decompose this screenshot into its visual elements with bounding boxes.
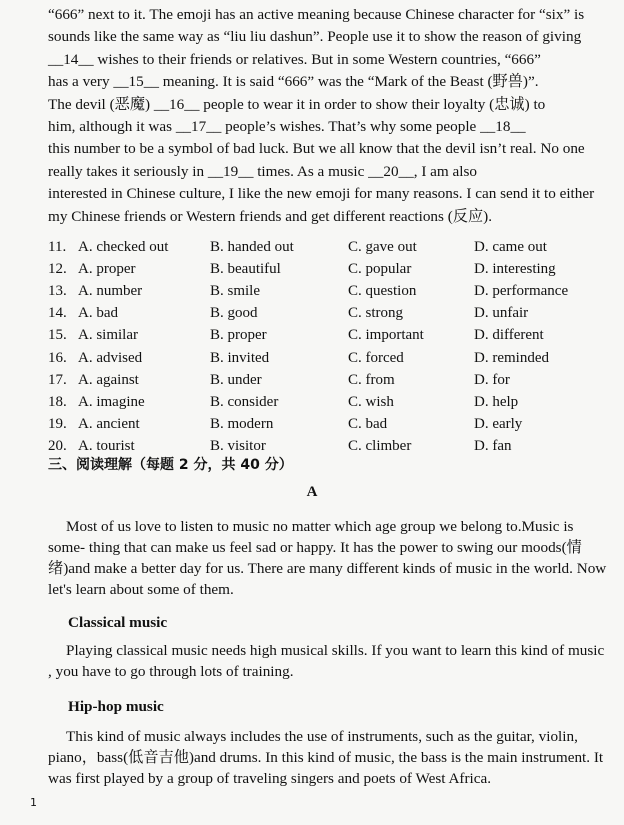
article-heading-hiphop: Hip-hop music — [68, 698, 164, 715]
option-b: B. visitor — [210, 438, 266, 455]
question-number: 19. — [48, 416, 67, 433]
question-number: 20. — [48, 438, 67, 455]
option-b: B. modern — [210, 416, 274, 433]
option-b: B. proper — [210, 327, 267, 344]
passage-line: this number to be a symbol of bad luck. But we all know that the devil isn’t real. No one — [48, 140, 585, 158]
option-d: D. performance — [474, 282, 569, 299]
question-number: 11. — [48, 238, 67, 255]
option-a: A. imagine — [78, 393, 145, 410]
option-b: B. consider — [210, 393, 279, 410]
option-c: C. from — [348, 371, 395, 388]
option-a: A. advised — [78, 349, 143, 366]
option-c: C. bad — [348, 416, 388, 433]
cloze-passage — [48, 4, 608, 228]
option-d: D. interesting — [474, 260, 556, 277]
question-number: 17. — [48, 371, 67, 388]
question-number: 16. — [48, 349, 67, 366]
article-heading-classical: Classical music — [68, 614, 168, 631]
option-row — [48, 280, 608, 302]
option-row — [48, 414, 608, 436]
option-b: B. smile — [210, 282, 261, 299]
option-row — [48, 391, 608, 413]
article-intro: Most of us love to listen to music no matter which age group we belong to.Music is some- thing that can make us feel sad or happy. It has the power to swing our moods(情绪)and make a better day for us. There are many different kinds of music in the world. Now let's learn about some of them. — [48, 518, 607, 598]
option-a: A. ancient — [78, 416, 140, 433]
option-row — [48, 325, 608, 347]
option-c: C. forced — [348, 349, 404, 366]
options-list — [48, 236, 608, 458]
option-a: A. proper — [78, 260, 136, 277]
option-b: B. handed out — [210, 238, 294, 255]
option-b: B. under — [210, 371, 262, 388]
passage-line: him, although it was __17__ people’s wishes. That’s why some people __18__ — [48, 118, 526, 136]
section-title: 三、阅读理解（每题 2 分，共 40 分） — [48, 457, 293, 473]
option-d: D. help — [474, 393, 519, 410]
option-c: C. gave out — [348, 238, 417, 255]
question-number: 12. — [48, 260, 67, 277]
option-a: A. number — [78, 282, 143, 299]
option-c: C. question — [348, 282, 417, 299]
passage-line: really takes it seriously in __19__ times. As a music __20__, I am also — [48, 162, 477, 180]
passage-line: The devil (恶魔) __16__ people to wear it in order to show their loyalty (忠诚) to — [48, 95, 546, 113]
option-d: D. came out — [474, 238, 547, 255]
article-letter: A — [306, 484, 318, 500]
option-d: D. reminded — [474, 349, 549, 366]
question-number: 13. — [48, 282, 67, 299]
question-number: 18. — [48, 393, 67, 410]
passage-line: sounds like the same way as “liu liu dashun”. People use it to show the reason of giving — [48, 28, 582, 46]
article-para-hiphop: This kind of music always includes the use of instruments, such as the guitar, violin, piano，bass(低音吉他)and drums. In this kind of music, the bass is the main instrument. It was first played by a group of traveling singers and poets of West Africa. — [48, 728, 604, 787]
option-c: C. popular — [348, 260, 412, 277]
option-row — [48, 236, 608, 258]
option-d: D. early — [474, 416, 523, 433]
option-b: B. beautiful — [210, 260, 281, 277]
option-a: A. against — [78, 371, 139, 388]
option-row — [48, 258, 608, 280]
passage-line: my Chinese friends or Western friends and get different reactions (反应). — [48, 207, 493, 225]
option-row — [48, 303, 608, 325]
option-c: C. wish — [348, 393, 394, 410]
option-b: B. invited — [210, 349, 270, 366]
passage-line: has a very __15__ meaning. It is said “666” was the “Mark of the Beast (野兽)”. — [48, 73, 539, 91]
option-a: A. checked out — [78, 238, 169, 255]
option-d: D. fan — [474, 438, 512, 455]
passage-line: __14__ wishes to their friends or relatives. But in some Western countries, “666” — [48, 50, 541, 68]
page-number: 1 — [30, 796, 37, 809]
option-d: D. different — [474, 327, 544, 344]
option-row — [48, 369, 608, 391]
article-para-classical: Playing classical music needs high musical skills. If you want to learn this kind of music , you have to go through lots of training. — [48, 642, 605, 680]
option-a: A. bad — [78, 305, 118, 322]
option-b: B. good — [210, 305, 258, 322]
option-c: C. important — [348, 327, 424, 344]
option-d: D. for — [474, 371, 510, 388]
question-number: 14. — [48, 305, 67, 322]
question-number: 15. — [48, 327, 67, 344]
option-a: A. similar — [78, 327, 138, 344]
option-row — [48, 347, 608, 369]
passage-line: “666” next to it. The emoji has an active meaning because Chinese character for “six” is — [48, 6, 585, 23]
option-d: D. unfair — [474, 305, 529, 322]
option-c: C. climber — [348, 438, 412, 455]
passage-line: interested in Chinese culture, I like the new emoji for many reasons. I can send it to either — [48, 185, 595, 203]
option-c: C. strong — [348, 305, 404, 322]
option-a: A. tourist — [78, 438, 135, 455]
